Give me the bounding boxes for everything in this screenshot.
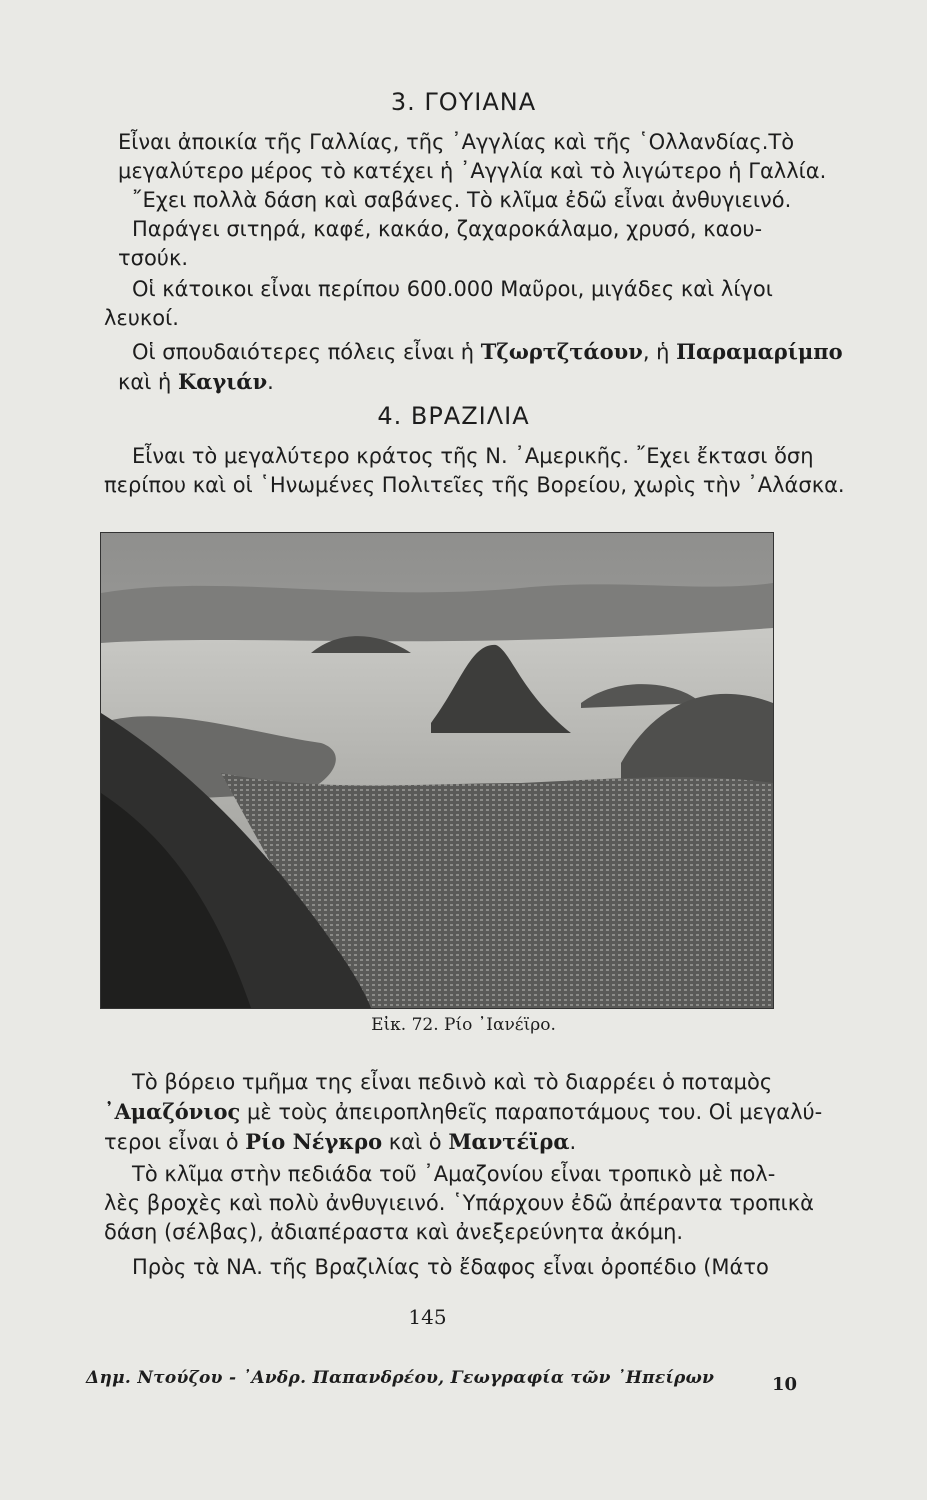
photo-illustration (101, 533, 773, 1008)
text-line: περίπου καὶ οἱ ῾Ηνωμένες Πολιτεῖες τῆς Βορείου, χωρὶς τὴν ᾿Αλάσκα. (104, 473, 845, 497)
page-number: 145 (408, 1305, 447, 1329)
text-fragment: καὶ ὁ (382, 1130, 449, 1154)
paragraph-guyana-2 (104, 275, 823, 333)
text-fragment: τεροι εἶναι ὁ (104, 1130, 246, 1154)
rio-de-janeiro-photo (100, 532, 774, 1009)
text-line: Οἱ κάτοικοι εἶναι περίπου 600.000 Μαῦροι, μιγάδες καὶ λίγοι (132, 277, 773, 301)
text-line: Εἶναι ἀποικία τῆς Γαλλίας, τῆς ᾿Αγγλίας καὶ τῆς ῾Ολλανδίας.Τὸ (118, 130, 795, 154)
punctuation: . (267, 370, 274, 394)
punctuation: . (569, 1130, 577, 1154)
rio-negro: Ρίο Νέγκρο (245, 1129, 383, 1154)
text-line: λευκοί. (104, 306, 179, 330)
text-line: δάση (σέλβας), ἀδιαπέραστα καὶ ἀνεξερεύνητα ἀκόμη. (104, 1220, 684, 1244)
paragraph-brazil-southeast (118, 1253, 823, 1282)
text-line: μεγαλύτερο μέρος τὸ κατέχει ἡ ᾿Αγγλία καὶ τὸ λιγώτερο ἡ Γαλλία. (118, 159, 827, 183)
amazon-river: ᾿Αμαζόνιος (104, 1099, 241, 1124)
text-line: λὲς βροχὲς καὶ πολὺ ἀνθυγιεινό. ῾Υπάρχουν ἐδῶ ἀπέραντα τροπικὰ (104, 1191, 814, 1215)
text-line: Παράγει σιτηρά, καφέ, κακάο, ζαχαροκάλαμο, χρυσό, καου- (132, 217, 763, 241)
city-paramaribo: Παραμαρίμπο (676, 339, 843, 364)
paragraph-guyana-1 (118, 128, 827, 273)
text-line: Εἶναι τὸ μεγαλύτερο κράτος τῆς Ν. ᾿Αμερικῆς. ῎Εχει ἔκτασι ὅση (132, 444, 814, 468)
separator: , ἡ (642, 340, 677, 364)
paragraph-brazil-intro (104, 442, 845, 500)
city-cayenne: Καγιάν (178, 369, 268, 394)
text-line: Πρὸς τὰ ΝΑ. τῆς Βραζιλίας τὸ ἔδαφος εἶναι ὀροπέδιο (Μάτο (132, 1255, 769, 1279)
city-georgetown: Τζωρτζτάουν (480, 339, 643, 364)
sheet-number: 10 (772, 1374, 798, 1395)
text-fragment: μὲ τοὺς ἀπειροπληθεῖς παραποτάμους του. Οἱ μεγαλύ- (240, 1100, 823, 1124)
text-line: ῎Εχει πολλὰ δάση καὶ σαβάνες. Τὸ κλῖμα ἐδῶ εἶναι ἀνθυγιεινό. (132, 188, 792, 212)
paragraph-brazil-north (104, 1068, 823, 1157)
madeira: Μαντέϊρα (448, 1129, 570, 1154)
cities-line2: καὶ ἡ (118, 370, 178, 394)
section-title-brazil: 4. ΒΡΑΖΙΛΙΑ (377, 402, 530, 430)
figure-caption: Εἰκ. 72. Ρίο ᾿Ιανέϊρο. (371, 1015, 556, 1035)
cities-intro: Οἱ σπουδαιότερες πόλεις εἶναι ἡ (132, 340, 481, 364)
book-footer: Δημ. Ντούζου - ᾿Ανδρ. Παπανδρέου, Γεωγραφία τῶν ᾿Ηπείρων (86, 1368, 715, 1388)
text-line: Τὸ βόρειο τμῆμα της εἶναι πεδινὸ καὶ τὸ διαρρέει ὁ ποταμὸς (132, 1070, 773, 1094)
paragraph-guyana-cities (118, 337, 843, 397)
text-line: τσούκ. (118, 246, 189, 270)
text-line: Τὸ κλῖμα στὴν πεδιάδα τοῦ ᾿Αμαζονίου εἶναι τροπικὸ μὲ πολ- (132, 1162, 776, 1186)
section-title-guyana: 3. ΓΟΥΙΑΝΑ (390, 88, 537, 116)
paragraph-brazil-climate (104, 1160, 823, 1247)
